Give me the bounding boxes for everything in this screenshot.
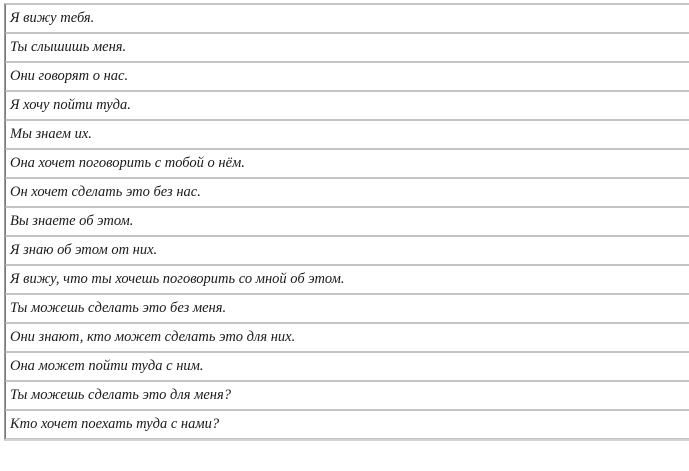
- phrase-cell: Она может пойти туда с ним.: [5, 352, 689, 381]
- phrase-cell: Они говорят о нас.: [5, 62, 689, 91]
- phrase-cell: Я хочу пойти туда.: [5, 91, 689, 120]
- phrase-table-container: [4, 3, 689, 441]
- table-row: [5, 207, 689, 236]
- table-row: [5, 410, 689, 439]
- phrase-cell: Он хочет сделать это без нас.: [5, 178, 689, 207]
- table-row: [5, 4, 689, 33]
- table-row: [5, 149, 689, 178]
- phrase-cell: Ты можешь сделать это без меня.: [5, 294, 689, 323]
- phrase-cell: Кто хочет поехать туда с нами?: [5, 410, 689, 439]
- table-row: [5, 91, 689, 120]
- phrase-cell: Они знают, кто может сделать это для них.: [5, 323, 689, 352]
- phrase-table: [5, 4, 689, 439]
- table-row: [5, 323, 689, 352]
- phrase-cell: Я вижу тебя.: [5, 4, 689, 33]
- phrase-cell: Ты можешь сделать это для меня?: [5, 381, 689, 410]
- table-row: [5, 236, 689, 265]
- phrase-cell: Она хочет поговорить с тобой о нём.: [5, 149, 689, 178]
- table-row: [5, 62, 689, 91]
- phrase-cell: Вы знаете об этом.: [5, 207, 689, 236]
- phrase-cell: Ты слышишь меня.: [5, 33, 689, 62]
- table-row: [5, 265, 689, 294]
- phrase-cell: Я знаю об этом от них.: [5, 236, 689, 265]
- table-row: [5, 381, 689, 410]
- phrase-cell: Мы знаем их.: [5, 120, 689, 149]
- phrase-cell: Я вижу, что ты хочешь поговорить со мной об этом.: [5, 265, 689, 294]
- table-row: [5, 294, 689, 323]
- table-row: [5, 178, 689, 207]
- table-row: [5, 352, 689, 381]
- table-row: [5, 120, 689, 149]
- table-row: [5, 33, 689, 62]
